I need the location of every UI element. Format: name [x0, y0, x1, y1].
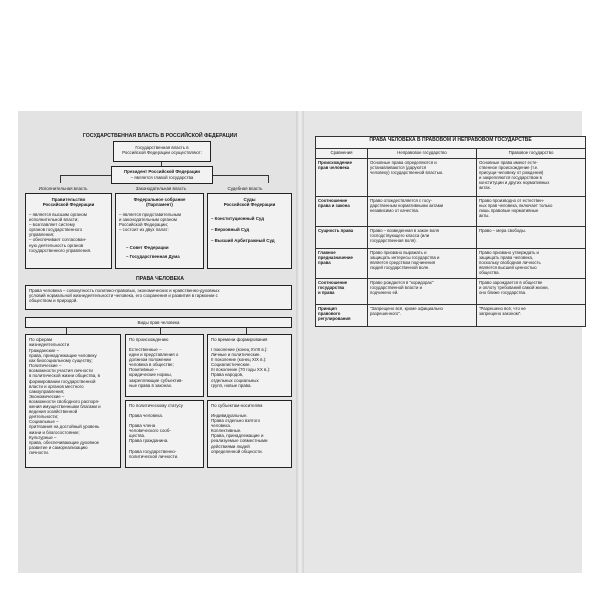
- judicial-item-2: – Верховный Суд: [211, 227, 250, 232]
- header-comparison: Сравнения: [316, 149, 368, 159]
- executive-head: Правительство Российской Федерации: [42, 197, 95, 208]
- legislative-body: – является представительным и законодательным органом Российской Федерации; – состоит из двух палат:: [119, 212, 182, 233]
- executive-box: [25, 193, 112, 269]
- spine: [296, 111, 304, 573]
- table-row: [316, 197, 586, 227]
- kinds-by-status-box: [125, 400, 204, 468]
- kinds-by-origin-head: По происхождению: [129, 337, 169, 342]
- row-legal: Право производно от естествен- ных прав человека, включает только лишь правовые нормативные акты.: [477, 197, 586, 227]
- row-nonlegal: Право – возведенная в закон воля господствующего класса (или государственная воля).: [368, 227, 477, 249]
- executive-body: – является высшим органом исполнительной власти; – возглавляет систему органов государственного управления; – обеспечивает согласован- ную деятельность органов государственного управления.: [29, 212, 92, 253]
- kinds-by-time-box: [207, 334, 292, 397]
- kinds-by-time-head: По времени формирования: [211, 337, 268, 342]
- kinds-by-subject-head: По субъектам-носителям: [211, 403, 263, 408]
- table-row: [316, 249, 586, 279]
- row-legal: Право зарождается в обществе и оплоту требований самой жизни, оно ближе государства.: [477, 279, 586, 305]
- president-sub: – является главой государства: [130, 175, 194, 180]
- connector: [268, 175, 269, 183]
- row-nonlegal: Право призвано выражать и защищать интересы государства и является средством подчинения людей государственной воле.: [368, 249, 477, 279]
- state-power-title: ГОСУДАРСТВЕННАЯ ВЛАСТЬ В РОССИЙСКОЙ ФЕДЕРАЦИИ: [82, 133, 238, 139]
- rights-definition: Права человека – совокупность политико-правовых, экономических и нравственно-духовных условий нормальной жизнедеятельности человека, его сохранения и развития в гармонии с обществом и природой.: [29, 288, 220, 304]
- header-nonlegal: Неправовое государство: [368, 149, 477, 159]
- judicial-item-3: – Высший Арбитражный Суд: [211, 238, 275, 243]
- row-legal: Основные права имеют есте- ственное происхождение (т.е. присущи человеку от рождения) и закрепляются государством в конституции и других нормативных актах.: [477, 159, 586, 197]
- branch-label-legislative: Законодательная власть: [135, 186, 187, 191]
- table-title: ПРАВА ЧЕЛОВЕКА В ПРАВОВОМ И НЕПРАВОВОМ ГОСУДАРСТВЕ: [316, 137, 586, 149]
- row-criterion: Происхождение прав человека: [316, 159, 368, 197]
- kinds-by-subject-box: [207, 400, 292, 468]
- kinds-by-subject-body: Индивидуальные. Права отдельно взятого человека. Коллективные. Права, принадлежащие и реализуемые совместными действиями людей определенной общности.: [211, 413, 268, 454]
- connector: [60, 175, 61, 183]
- row-nonlegal: Основные права определяются и устанавливаются (даруются человеку) государственной властью.: [368, 159, 477, 197]
- branch-label-executive: Исполнительная власть: [38, 186, 88, 191]
- row-legal: Право призвано утверждать и защищать права человека, поскольку свободная личность является высшей ценностью общества.: [477, 249, 586, 279]
- connector: [213, 175, 268, 176]
- row-nonlegal: Право отождествляется с госу- дарственным нормативными актами независимо от качества.: [368, 197, 477, 227]
- kinds-title-box: [25, 317, 292, 328]
- branch-label-judicial: Судебная власть: [227, 186, 263, 191]
- state-power-text: Государственная власть в Российской Федерации осуществляют:: [122, 145, 202, 156]
- row-criterion: Принцип правового регулирования: [316, 305, 368, 327]
- kinds-by-sphere-body: Гражданские – права, принадлежащие человеку как биосоциальному существу; Политические – возможности участия личности в политической жизни общества, в формировании государственной власти и органов местного самоуправления; Экономические – возможности свободного распоря- жения имущественными благами и ведения хозяйственной деятельности; Социальные – притязания на достойный уровень жизни и благосостояние; Культурные – права, обеспечивающие духовное развитие и самореализацию личности.: [29, 348, 101, 455]
- rights-definition-box: [25, 285, 292, 310]
- kinds-by-time-body: I поколение (конец XVIII в.): Личные и политические. II поколение (конец XIX в.): Социалистические. III поколение (70 годы XX в.): Права народов, отдельных социальных групп, новые права.: [211, 347, 271, 388]
- rights-title: ПРАВА ЧЕЛОВЕКА: [135, 276, 185, 282]
- row-criterion: Соотношение права и закона: [316, 197, 368, 227]
- kinds-by-status-body: Права человека. Права члена человеческого сооб- щества. Права гражданина. Права государственно- политической личности.: [129, 413, 179, 459]
- connector: [60, 175, 111, 176]
- row-criterion: Главное предназначение права: [316, 249, 368, 279]
- header-legal: Правовое государство: [477, 149, 586, 159]
- row-nonlegal: "Запрещено всё, кроме официально разрешенного".: [368, 305, 477, 327]
- legislative-item-1: – Совет Федерации: [126, 245, 169, 250]
- row-criterion: Соотношение государства и права: [316, 279, 368, 305]
- row-legal: "Разрешено всё, что не запрещено законом".: [477, 305, 586, 327]
- judicial-head: Суды Российской Федерации: [223, 197, 276, 208]
- kinds-title: Виды прав человека: [137, 320, 180, 325]
- president-box: [111, 166, 213, 184]
- legislative-box: [115, 193, 204, 269]
- state-power-box: [113, 141, 211, 162]
- judicial-item-1: – Конституционный Суд: [211, 216, 265, 221]
- legislative-item-2: – Государственная Дума: [126, 254, 180, 259]
- legislative-head: Федеральное собрание (Парламент): [133, 197, 186, 208]
- kinds-by-status-head: По политическому статусу: [129, 403, 183, 408]
- kinds-by-origin-body: Естественные – идеи и представления о должном положении человека в обществе; Позитивные – юридические нормы, закрепляющие субъектив- ные права в законах.: [129, 347, 183, 388]
- judicial-box: [207, 193, 292, 269]
- kinds-by-origin-box: [125, 334, 204, 397]
- table-row: [316, 227, 586, 249]
- row-legal: Право – мера свободы.: [477, 227, 586, 249]
- row-nonlegal: Право рождается в "коридорах" государственной власти и подчинено ей.: [368, 279, 477, 305]
- kinds-by-sphere-box: [25, 334, 121, 468]
- president-title: Президент Российской Федерации: [124, 169, 200, 174]
- table-row: [316, 279, 586, 305]
- kinds-by-sphere-head: По сферам жизнедеятельности: [29, 337, 70, 348]
- table-row: [316, 305, 586, 327]
- rights-comparison-table: [315, 136, 585, 327]
- row-criterion: Сущность права: [316, 227, 368, 249]
- table-row: [316, 159, 586, 197]
